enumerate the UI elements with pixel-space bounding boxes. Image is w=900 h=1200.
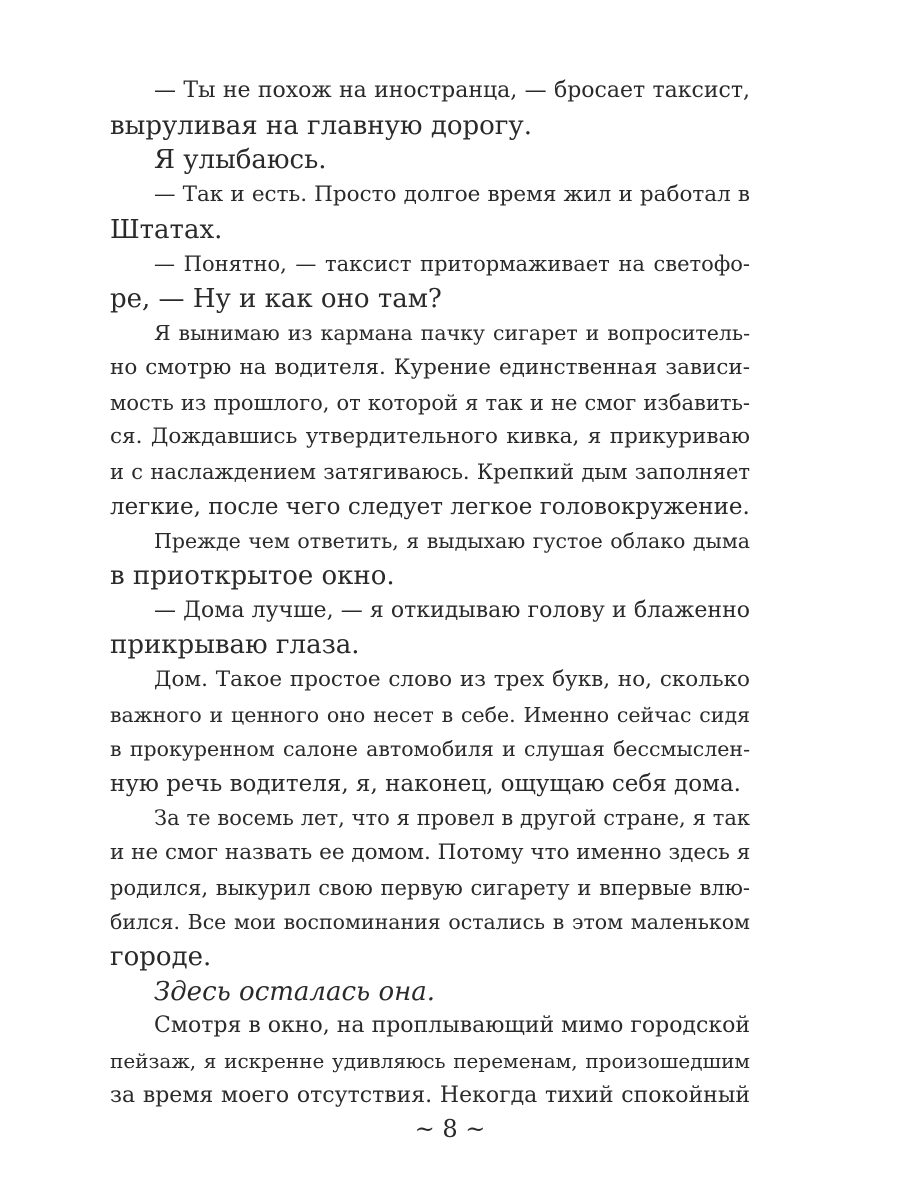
text-line: родился, выкурил свою первую сигарету и впервые влю- [110,875,750,900]
text-line: и не смог назвать ее домом. Потому что именно здесь я [110,840,751,866]
text-line: но смотрю на водителя. Курение единственная зависи- [110,355,750,381]
text-line: и с наслаждением затягиваюсь. Крепкий дым заполняет [110,460,750,485]
text-line: городе. [110,942,212,973]
text-line: мость из прошлого, от которой я так и не смог избавить- [110,390,750,415]
text-line: Дом. Такое простое слово из трех букв, но, сколько [154,666,750,692]
text-line: Я вынимаю из кармана пачку сигарет и вопроситель- [154,321,750,346]
text-line: За те восемь лет, что я провел в другой стране, я так [154,806,750,831]
text-line: Штатах. [110,214,223,245]
body-text [110,74,750,1113]
text-line: — Ты не похож на иностранца, — бросает таксист, [154,78,750,103]
text-line: Прежде чем ответить, я выдыхаю густое облако дыма [154,529,750,554]
text-line: — Понятно, — таксист притормаживает на светофо- [154,252,750,277]
text-line: ся. Дождавшись утвердительного кивка, я прикуриваю [110,424,750,450]
text-line: Смотря в окно, на проплывающий мимо городской [154,1013,750,1039]
text-line: — Так и есть. Просто долгое время жил и работал в [154,181,750,207]
text-line: Здесь осталась она. [154,976,435,1007]
text-line: ную речь водителя, я, наконец, ощущаю себя дома. [110,770,741,797]
text-line: в приоткрытое окно. [110,560,395,591]
text-line: в прокуренном салоне автомобиля и слушая бессмыслен- [110,737,750,762]
text-line: за время моего отсутствия. Некогда тихий спокойный [110,1082,750,1108]
text-line: прикрываю глаза. [110,630,360,661]
text-line: ре, — Ну и как оно там? [110,283,442,314]
text-line: пейзаж, я искренне удивляюсь переменам, произошедшим [110,1048,750,1073]
text-line: легкие, после чего следует легкое головокружение. [110,493,750,520]
text-line: бился. Все мои воспоминания остались в этом маленьком [110,910,750,935]
text-line: важного и ценного оно несет в себе. Именно сейчас сидя [110,702,750,727]
text-line: Я улыбаюсь. [154,145,327,176]
page-number: ~ 8 ~ [414,1115,486,1143]
text-line: — Дома лучше, — я откидываю голову и блаженно [154,597,750,623]
text-line: выруливая на главную дорогу. [110,110,532,141]
